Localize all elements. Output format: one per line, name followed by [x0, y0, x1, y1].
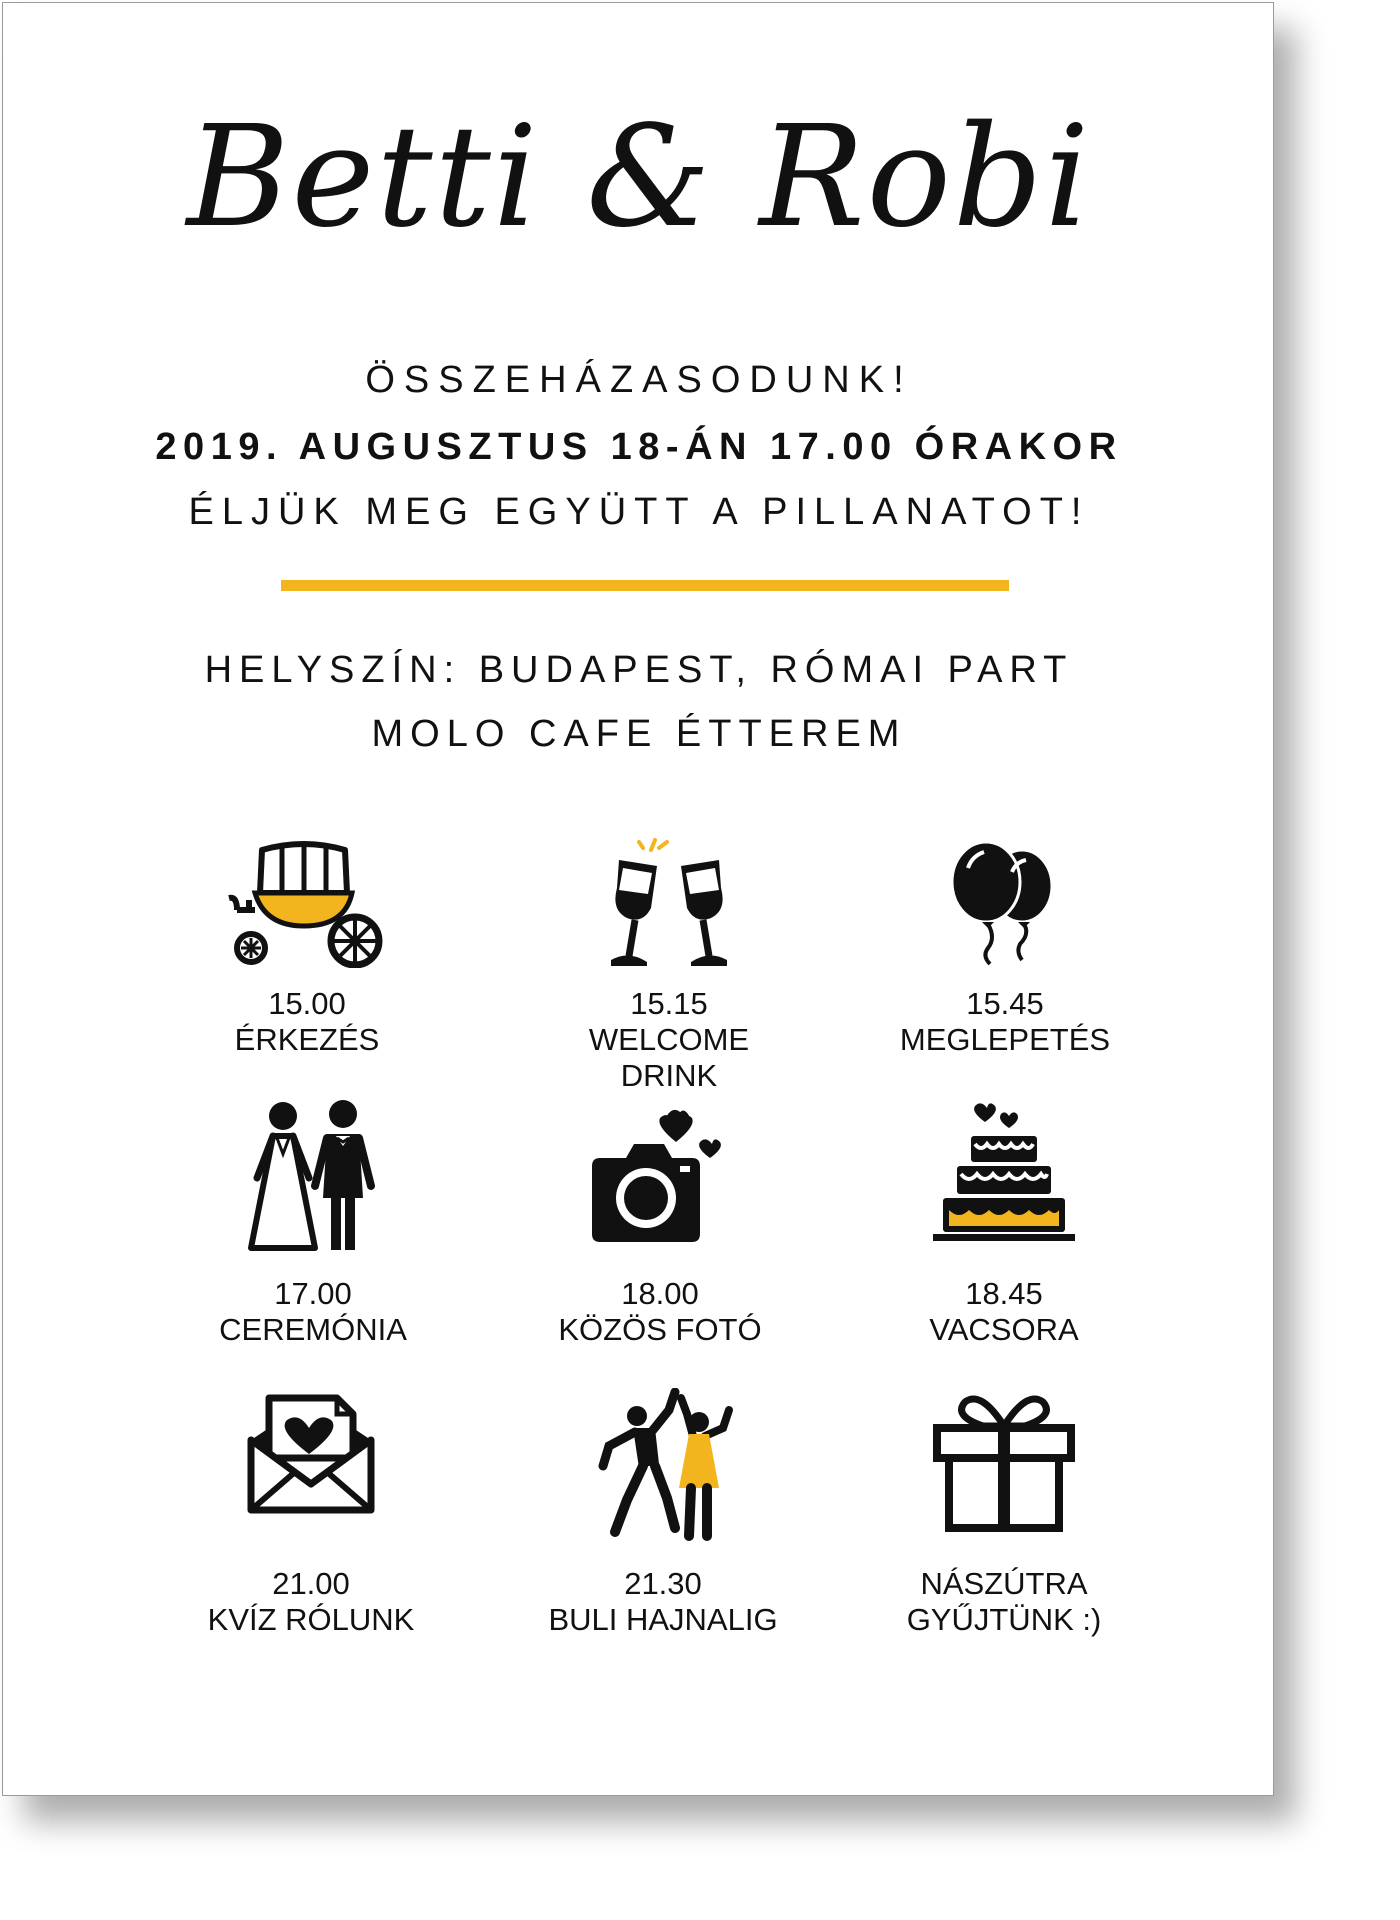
bride-groom-icon [143, 1098, 483, 1248]
schedule-time: 17.00 [274, 1276, 352, 1311]
champagne-toast-icon [499, 838, 839, 988]
schedule-time: 21.00 [272, 1566, 350, 1601]
schedule-item-dinner [834, 1098, 1174, 1358]
dancing-couple-icon [493, 1388, 833, 1538]
schedule-label-line-2: GYŰJTÜNK :) [906, 1602, 1102, 1637]
schedule-item-group-photo [490, 1098, 830, 1358]
couple-names-title: Betti & Robi [186, 96, 1092, 259]
gift-icon [834, 1388, 1174, 1538]
schedule-time: 18.45 [965, 1276, 1043, 1311]
accent-divider [281, 580, 1009, 591]
schedule-time: 18.00 [621, 1276, 699, 1311]
venue-line-1: HELYSZÍN: BUDAPEST, RÓMAI PART [204, 649, 1074, 691]
venue-line-2: MOLO CAFE ÉTTEREM [371, 713, 907, 755]
schedule-time: 21.30 [624, 1566, 702, 1601]
schedule-time: 15.15 [630, 986, 708, 1021]
schedule-item-quiz [141, 1388, 481, 1648]
schedule-item-honeymoon-fund [834, 1388, 1174, 1648]
balloons-icon [835, 838, 1175, 988]
schedule-label: VACSORA [929, 1312, 1079, 1347]
schedule-label: BULI HAJNALIG [548, 1602, 778, 1637]
invitation-card [2, 2, 1274, 1796]
schedule-label: WELCOME [588, 1022, 750, 1057]
camera-hearts-icon [490, 1098, 830, 1248]
schedule-item-welcome-drink [499, 838, 839, 1098]
schedule-label: ÉRKEZÉS [234, 1022, 380, 1057]
love-letter-icon [141, 1388, 481, 1538]
schedule-label: CEREMÓNIA [219, 1312, 407, 1347]
motto: ÉLJÜK MEG EGYÜTT A PILLANATOT! [188, 491, 1090, 533]
schedule-item-arrival [137, 838, 477, 1098]
schedule-label: NÁSZÚTRA [920, 1566, 1088, 1601]
schedule-item-party [493, 1388, 833, 1648]
wedding-cake-icon [834, 1098, 1174, 1248]
schedule-label: KÖZÖS FOTÓ [558, 1312, 762, 1347]
schedule-time: 15.00 [268, 986, 346, 1021]
schedule-time: 15.45 [966, 986, 1044, 1021]
schedule-item-surprise [835, 838, 1175, 1098]
schedule-label: KVÍZ RÓLUNK [207, 1602, 415, 1637]
event-datetime: 2019. AUGUSZTUS 18-ÁN 17.00 ÓRAKOR [155, 426, 1123, 468]
schedule-label: MEGLEPETÉS [899, 1022, 1111, 1057]
schedule-item-ceremony [143, 1098, 483, 1358]
carriage-icon [137, 838, 477, 988]
schedule-label-line-2: DRINK [620, 1058, 718, 1093]
tagline: ÖSSZEHÁZASODUNK! [365, 359, 913, 401]
